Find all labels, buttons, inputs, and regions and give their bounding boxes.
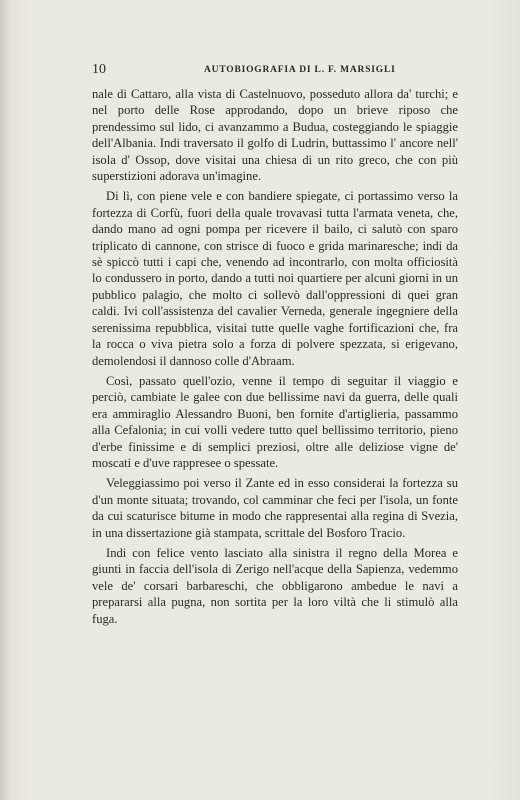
paragraph: Veleggiassimo poi verso il Zante ed in esso considerai la fortezza su d'un monte situata; trovando, col camminar che feci per l'isola, un fonte da cui scaturisce bitume in modo che rappresentai alla regina di Svezia, in una dissertazione già stampata, scrittale del Bosforo Tracio. — [92, 476, 458, 540]
page-number: 10 — [92, 62, 106, 77]
body-text — [92, 86, 458, 631]
running-title: AUTOBIOGRAFIA DI L. F. MARSIGLI — [204, 65, 396, 75]
paragraph: Di lì, con piene vele e con bandiere spiegate, ci portassimo verso la fortezza di Corfù, fuori della quale trovavasi tutta l'armata veneta, che, dando mano ad ogni pompa per ricevere il bailo, ci salutò con sparo triplicato di cannone, con strisce di fuoco e grida marinaresche; indi da sè spiccò tutti i capi che, venendo ad incontrarlo, con molta officiosità lo condussero in porto, dando a tutti noi quartiere per alcuni giorni in un pubblico palagio, che molto ci sollevò dall'oppressioni di quei gran caldi. Ivi coll'assistenza del cavalier Verneda, generale ingegniere della serenissima repubblica, visitai tutte quelle vaghe fortificazioni che, fra la rocca o viva pietra solo a forza di polvere spezzata, si erigevano, demolendosi il dannoso colle d'Abraam. — [92, 189, 458, 368]
page-header — [92, 62, 462, 80]
paragraph: nale di Cattaro, alla vista di Castelnuovo, posseduto allora da' turchi; e nel porto delle Rose approdando, dopo un brieve riposo che prendessimo sul lido, ci avanzammo a Budua, costeggiando le spiaggie dell'Albania. Indi traversato il golfo di Ludrin, buttassimo l' ancore nell' isola d' Ossop, dove visitai una chiesa di un rito greco, che con più superstizioni adorava un'imagine. — [92, 87, 458, 184]
paragraph: Indi con felice vento lasciato alla sinistra il regno della Morea e giunti in faccia dell'isola di Zerigo nell'acque della Sapienza, vedemmo vele de' corsari barbareschi, che obbligarono ambedue le navi a prepararsi alla pugna, non sortita per la loro viltà che li stimulò alla fuga. — [92, 545, 458, 626]
paragraph: Così, passato quell'ozio, venne il tempo di seguitar il viaggio e perciò, cambiate le galee con due bellissime navi da guerra, delle quali era ammiraglio Alessandro Buoni, ben fornite d'artiglieria, passammo alla Cefalonia; in cui volli vedere tutto quel bellissimo territorio, pieno d'erbe finissime e di semplici preziosi, oltre alle deliziose vigne de' moscati e d'uve rappresee o spessate. — [92, 373, 458, 470]
page-spine-shadow — [0, 0, 10, 800]
